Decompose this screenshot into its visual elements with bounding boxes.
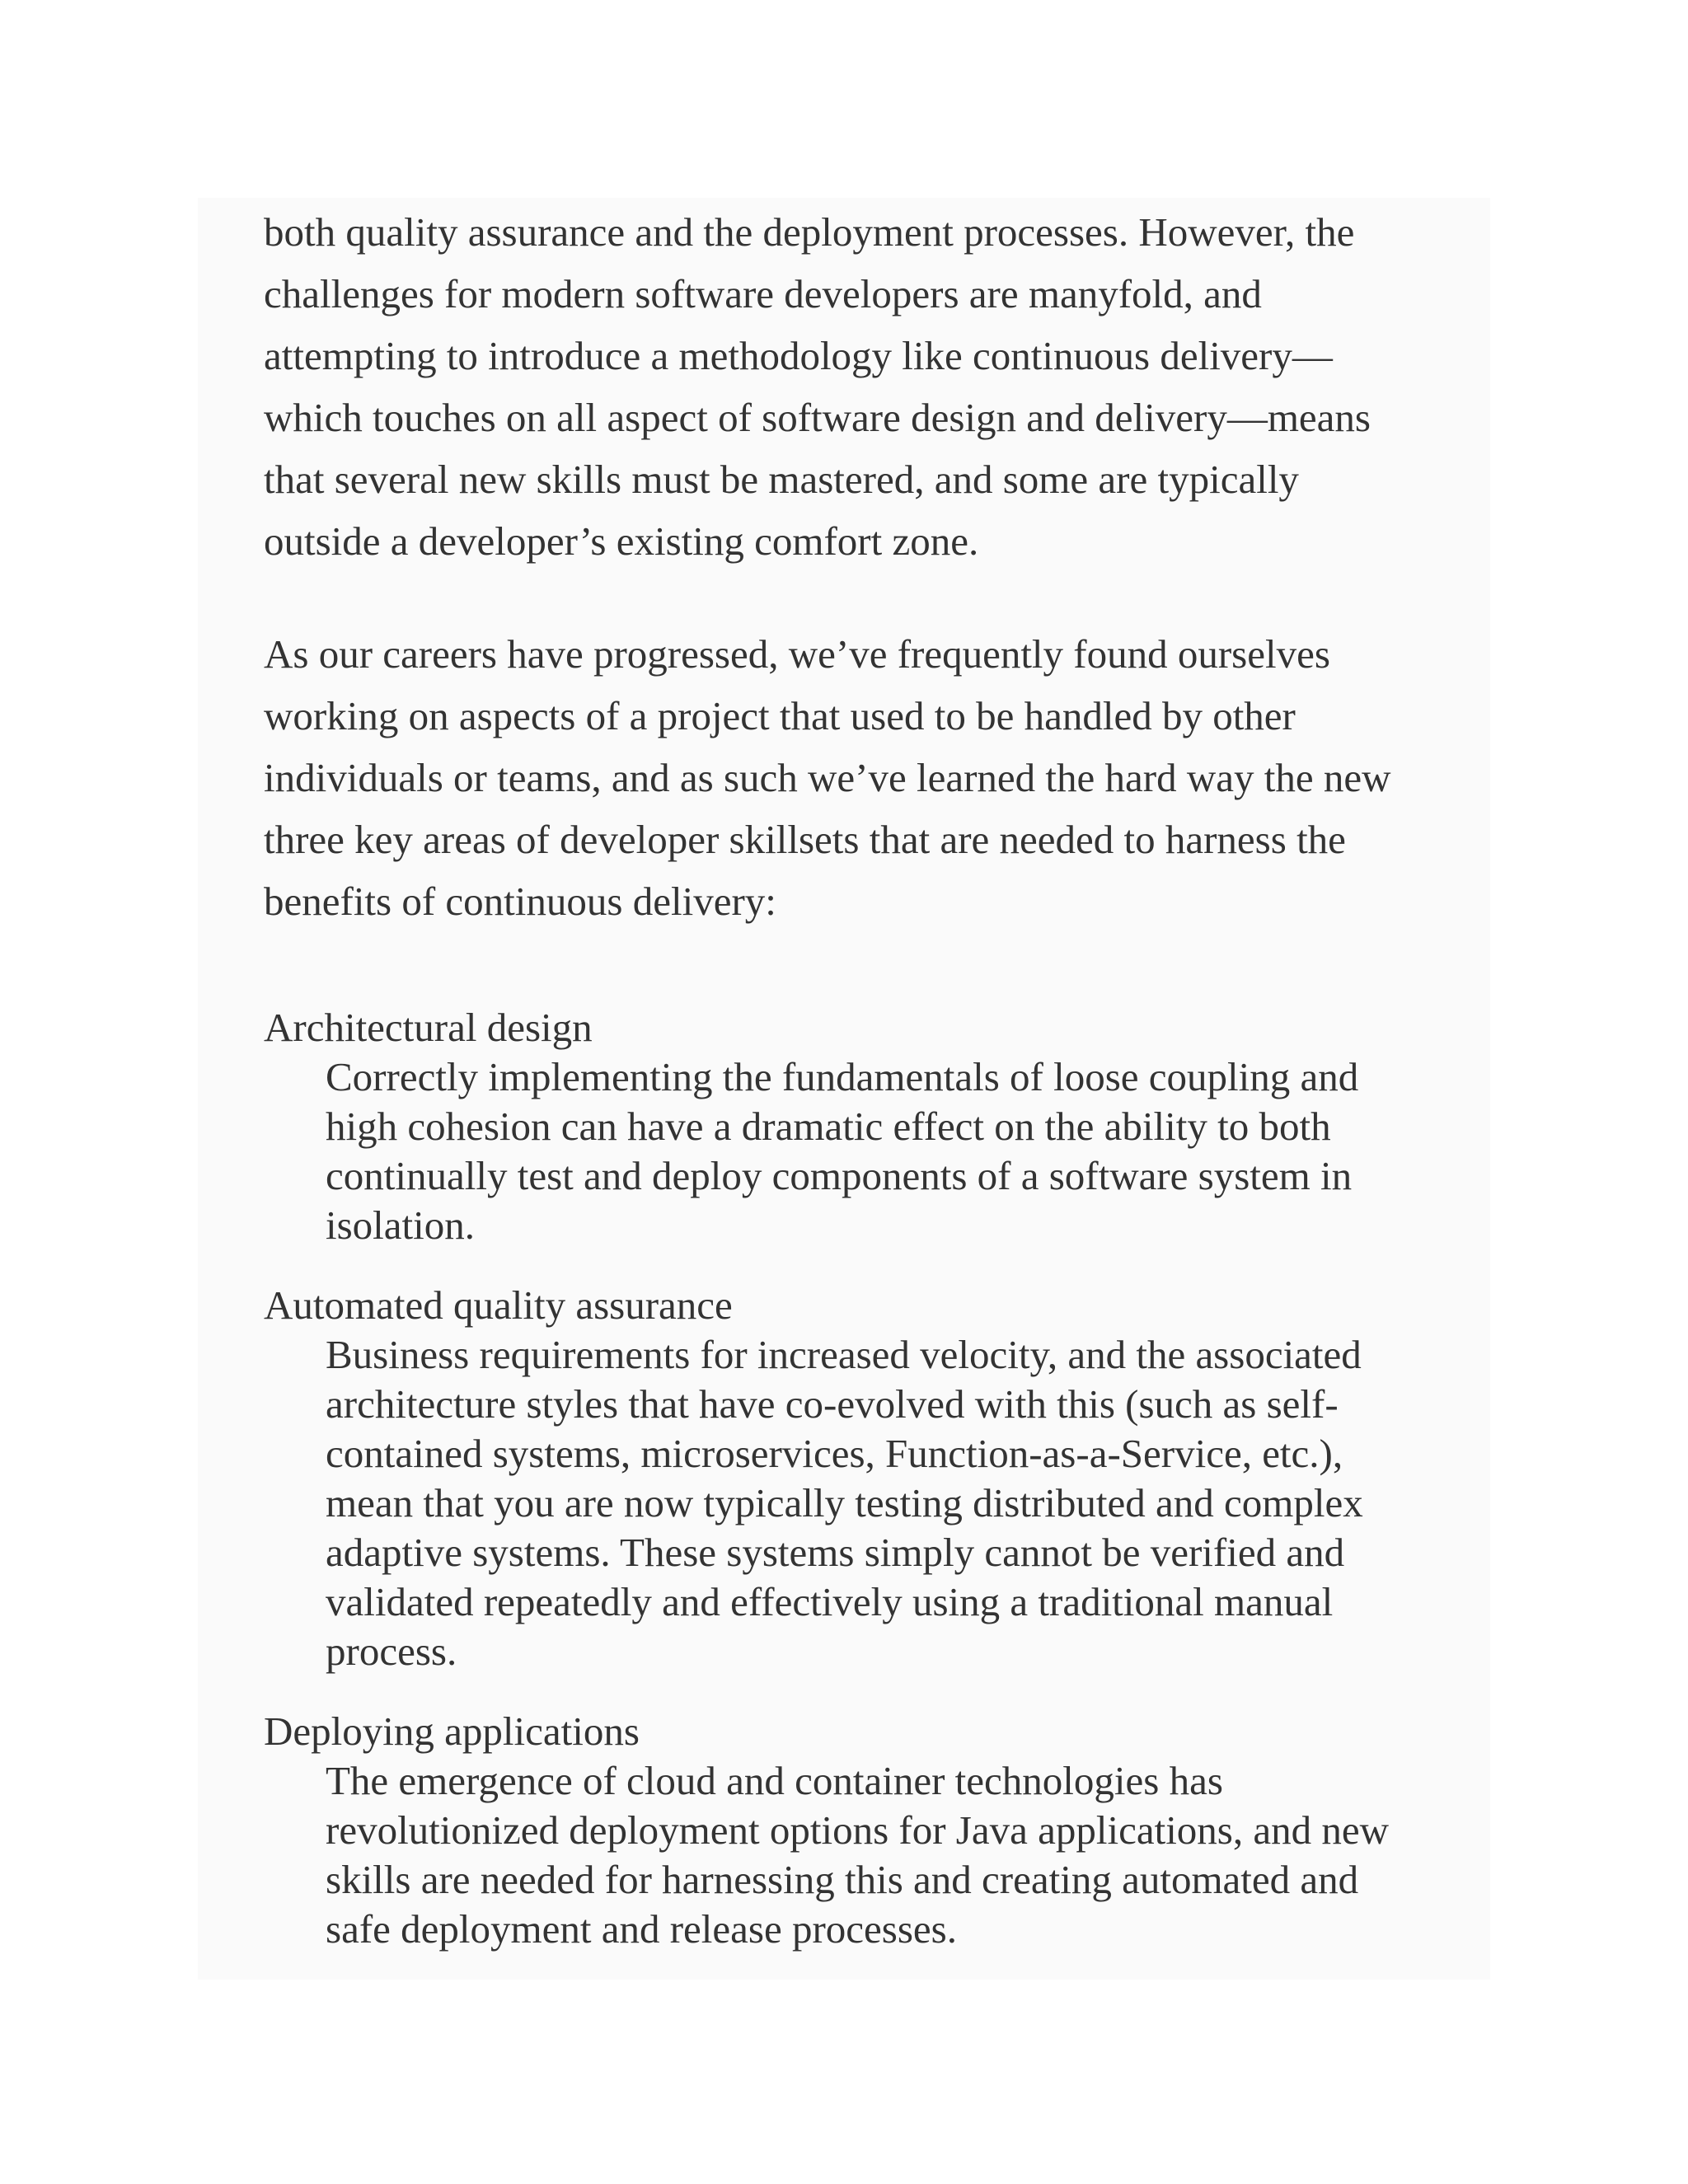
text-line: As our careers have progressed, we’ve frequently found ourselves [264,631,1330,677]
text-line: validated repeatedly and effectively using a traditional manual [326,1579,1334,1624]
text-line: safe deployment and release processes. [326,1906,957,1952]
text-line: isolation. [326,1202,476,1248]
definition-term: Architectural design [264,1005,593,1050]
definition-entry-automated-qa [264,1281,1451,1676]
paragraph-careers [264,623,1451,932]
text-line: benefits of continuous delivery: [264,879,776,924]
text-line: mean that you are now typically testing distributed and complex [326,1480,1363,1526]
text-line: which touches on all aspect of software design and delivery—means [264,395,1372,440]
text-line: continually test and deploy components of a software system in [326,1153,1353,1198]
text-line: challenges for modern software developers are manyfold, and [264,271,1262,316]
definition-entry-architectural-design [264,1003,1451,1250]
document-body [264,201,1451,1954]
paragraph-intro [264,201,1451,572]
text-line: outside a developer’s existing comfort zone. [264,518,979,564]
text-line: The emergence of cloud and container technologies has [326,1758,1223,1803]
text-line: working on aspects of a project that used to be handled by other [264,693,1296,738]
text-line: process. [326,1629,457,1674]
definition-description [326,1052,1451,1250]
text-line: both quality assurance and the deployment processes. However, the [264,209,1355,255]
text-line: architecture styles that have co-evolved with this (such as self- [326,1381,1339,1427]
text-line: attempting to introduce a methodology like continuous delivery— [264,333,1333,378]
text-line: three key areas of developer skillsets that are needed to harness the [264,817,1346,862]
text-line: individuals or teams, and as such we’ve learned the hard way the new [264,755,1391,800]
text-line: revolutionized deployment options for Java applications, and new [326,1807,1390,1853]
skill-definition-list [264,1003,1451,1954]
definition-description [326,1756,1451,1954]
text-line: that several new skills must be mastered, and some are typically [264,457,1299,502]
text-line: Business requirements for increased velocity, and the associated [326,1332,1362,1377]
definition-term: Automated quality assurance [264,1282,733,1328]
text-line: adaptive systems. These systems simply cannot be verified and [326,1530,1345,1575]
text-line: high cohesion can have a dramatic effect on the ability to both [326,1104,1331,1149]
text-line: contained systems, microservices, Function-as-a-Service, etc.), [326,1431,1343,1476]
text-line: Correctly implementing the fundamentals of loose coupling and [326,1054,1359,1099]
text-line: skills are needed for harnessing this and creating automated and [326,1857,1359,1902]
definition-entry-deploying-applications [264,1707,1451,1954]
definition-term: Deploying applications [264,1708,640,1754]
definition-description [326,1330,1451,1676]
